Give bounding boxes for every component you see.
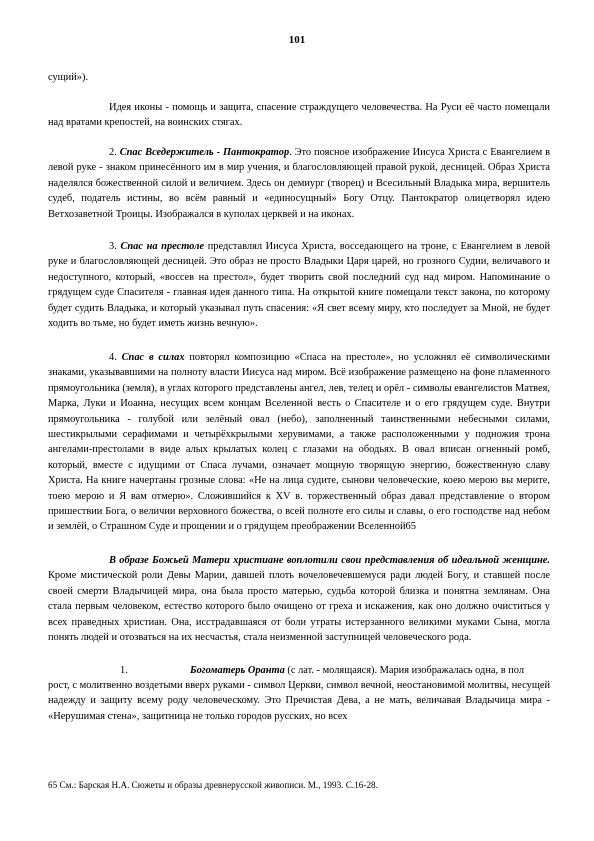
paragraph-text: (с лат. - молящаяся). Мария изображалась одна, в пол	[284, 665, 525, 676]
paragraph-spas-na-prestole	[48, 239, 550, 331]
paragraph-spas-v-silakh	[48, 350, 550, 535]
page-number: 101	[288, 34, 306, 46]
paragraph-text: рост, с молитвенно воздетыми вверх руками - символ Церкви, символ вечной, неостановимой молитвы, несущей надежду и защиту всему роду человеческому. Это Пречистая Дева, а не мать, величавая Владычица мира - «Нерушимая стена», защитница не только городов русских, но всех	[48, 680, 550, 722]
item-number: 1.	[120, 665, 128, 676]
lead-sentence: В образе Божьей Матери христиане воплотили свои представления об идеальной женщине.	[109, 555, 550, 566]
footnote-text: См.: Барская Н.А. Сюжеты и образы древнерусской живописи. М., 1993. С.16-28.	[57, 780, 378, 790]
paragraph-continuation	[48, 70, 550, 85]
paragraph-icon-idea	[48, 100, 550, 131]
paragraph-oranta	[48, 678, 550, 724]
item-number: 2.	[109, 147, 117, 158]
item-title: Спас на престоле	[120, 241, 205, 252]
item-title: Богоматерь Оранта	[190, 665, 285, 676]
footnote	[48, 779, 558, 791]
paragraph-text: . Это поясное изображение Иисуса Христа с Евангелием в левой руке - знаком принесённого им в мир учения, и благословляющей правой рукой, десницей. Образ Христа наделялся божественной силой и величием. Здесь он демиург (творец) и Всесильный Владыка мира, вершитель судеб, податель истины, во всём равный и «единосущный» Богу Отцу. Пантократор олицетворял идею Ветхозаветной Троицы. Изображался в куполах церквей и на иконах.	[48, 147, 550, 220]
footnote-mark: 65	[48, 780, 58, 790]
item-number: 3.	[109, 241, 117, 252]
paragraph-text: сущий»).	[48, 72, 89, 83]
paragraph-pantokrator	[48, 145, 550, 222]
list-item-oranta-first-line	[48, 663, 594, 678]
item-title: Спас Вседержитель - Пантократор	[119, 147, 290, 158]
paragraph-bogomater	[48, 553, 550, 645]
footnote-reference: 65	[405, 521, 416, 533]
paragraph-text: Кроме мистической роли Девы Марии, давшей плоть вочеловечевшемуся ради людей Богу, и ставшей после своей смерти Владычицей мира, она была просто матерью, судьба которой близка и понятна землянам. Она стала первым человеком, естество которого было очищено от греха и искажения, как оно должно очиститься у всех праведных христиан. Она, исстрадавшаяся от боли утраты истерзанного великими муками Сына, могла понять людей и отозваться на их несчастья, стала неизменной заступницей человеческого рода.	[48, 570, 550, 644]
paragraph-text: Идея иконы - помощь и защита, спасение страждущего человечества. На Руси её часто помещали над вратами крепостей, на воинских стягах.	[48, 102, 550, 129]
paragraph-text: представлял Иисуса Христа, восседающего на троне, с Евангелием в левой руке и благословляющей десницей. Это образ не просто Владыки Царя царей, но грозного Судии, величавого и недоступного, который, «воссев на престол», будет творить свой последний суд над миром. Напоминание о грядущем суде Спасителя - главная идея данного типа. На открытой книге помещали текст закона, по которому будет судить Владыка, и который указывал путь спасения: «Я свет всему миру, кто последует за Мной, не будет ходить во тьме, но будет иметь жизнь вечную».	[48, 241, 551, 330]
item-number: 4.	[109, 352, 117, 363]
paragraph-text: повторял композицию «Спаса на престоле», но усложнял её символическими знаками, указывавшими на полноту власти Иисуса над миром. Всё изображение размещено на фоне пламенного прямоугольника (земля), в углах которого представлены ангел, лев, телец и орёл - символы евангелистов Матвея, Марка, Луки и Иоанна, несущих всем концам Вселенной весть о Спасителе и о его грядущем суде. Внутри прямоугольника - голубой или зелёный овал (небо), заполненный таинственными небесными силами, шестикрылыми серафимами и четырёхкрылыми херувимами, а также расположенными у подножия трона ангелами-престолами в виде алых крылатых колец с глазами на ободьях. В овал вписан огненный ромб, который, вместе с идущими от Спаса лучами, означает мощную творящую энергию, божественную славу Христа. На книге начертаны грозные слова: «Не на лица судите, сынови человеческие, коею мерою вы мерите, тоею мерою и Я вам отмерю». Сложившийся к XV в. торжественный образ давал представление о втором пришествии Бога, о величии верховного божества, о всей полноте его силы и славы, о его господстве над небом и землёй, о Страшном Суде и прощении и о грядущем преображении Вселенной	[48, 352, 550, 533]
item-title: Спас в силах	[121, 352, 185, 363]
